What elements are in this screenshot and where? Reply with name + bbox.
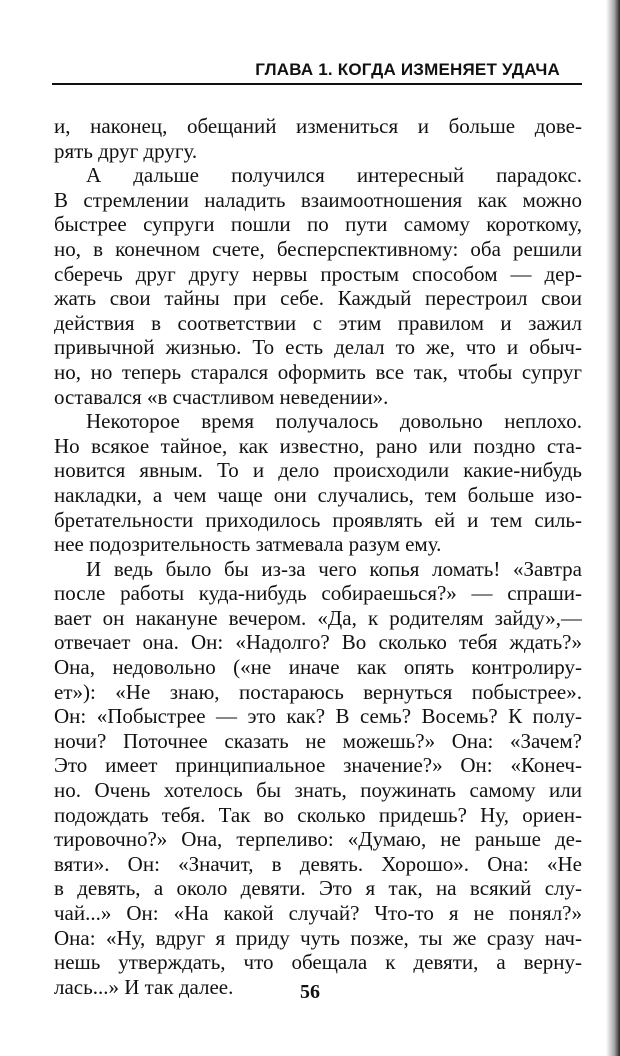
text-line: бретательности приходилось проявлять ей и тем силь- <box>54 507 582 532</box>
text-line: В стремлении наладить взаимоотношения как можно <box>54 187 582 212</box>
text-line: рять друг другу. <box>54 138 198 163</box>
text-line: действия в соответствии с этим правилом и зажил <box>54 310 582 335</box>
text-line: ет»): «Не знаю, постараюсь вернуться побыстрее». <box>54 679 582 704</box>
text-line: подождать тебя. Так во сколько придешь? Ну, ориен- <box>54 802 582 827</box>
text-line: ночи? Поточнее сказать не можешь?» Она: «Зачем? <box>54 728 582 753</box>
text-line: отвечает она. Он: «Надолго? Во сколько тебя ждать?» <box>54 630 582 655</box>
text-line: Некоторое время получалось довольно неплохо. <box>86 409 582 434</box>
text-line: сберечь друг другу нервы простым способом — дер- <box>54 261 582 286</box>
text-line: Он: «Побыстрее — это как? В семь? Восемь? К полу- <box>54 704 582 729</box>
text-line: но. Очень хотелось бы знать, поужинать самому или <box>54 778 582 803</box>
text-line: привычной жизнью. То есть делал то же, что и обыч- <box>54 335 582 360</box>
text-line: в девять, а около девяти. Это я так, на всякий слу- <box>54 876 582 901</box>
text-line: быстрее супруги пошли по пути самому короткому, <box>54 212 582 237</box>
page-number: 56 <box>300 981 320 1003</box>
text-line: вает он накануне вечером. «Да, к родителям зайду»,— <box>54 605 582 630</box>
text-line: Это имеет принципиальное значение?» Он: «Конеч- <box>54 753 582 778</box>
body-text <box>54 114 582 999</box>
text-line: оставался «в счастливом неведении». <box>54 384 389 409</box>
text-line: Она, недовольно («не иначе как опять контролиру- <box>54 655 582 680</box>
text-line: А дальше получился интересный парадокс. <box>86 163 582 188</box>
text-line: но, но теперь старался оформить все так, чтобы супруг <box>54 359 582 384</box>
running-head: ГЛАВА 1. КОГДА ИЗМЕНЯЕТ УДАЧА <box>255 60 560 79</box>
text-line: накладки, а чем чаще они случались, тем больше изо- <box>54 482 582 507</box>
text-line: Но всякое тайное, как известно, рано или поздно ста- <box>54 433 582 458</box>
text-line: новится явным. То и дело происходили какие-нибудь <box>54 458 582 483</box>
page-edge-shadow <box>606 0 620 1056</box>
text-line: тировочно?» Она, терпеливо: «Думаю, не раньше де- <box>54 827 582 852</box>
text-line: Она: «Ну, вдруг я приду чуть позже, ты же сразу нач- <box>54 925 582 950</box>
text-line: и, наконец, обещаний измениться и больше дове- <box>54 114 582 138</box>
text-line: после работы куда-нибудь собираешься?» — спраши- <box>54 581 582 606</box>
text-line: И ведь было бы из-за чего копья ломать! «Завтра <box>86 556 582 581</box>
text-line: лась...» И так далее. <box>54 974 234 999</box>
text-line: жать свои тайны при себе. Каждый перестроил свои <box>54 286 582 311</box>
text-line: нешь утверждать, что обещала к девяти, а верну- <box>54 950 582 975</box>
text-line: вяти». Он: «Значит, в девять. Хорошо». Она: «Не <box>54 851 582 876</box>
header-rule <box>52 83 582 85</box>
text-line: нее подозрительность затмевала разум ему. <box>54 532 442 557</box>
text-line: но, в конечном счете, бесперспективному: оба решили <box>54 236 582 261</box>
text-line: чай...» Он: «На какой случай? Что-то я не понял?» <box>54 901 582 925</box>
